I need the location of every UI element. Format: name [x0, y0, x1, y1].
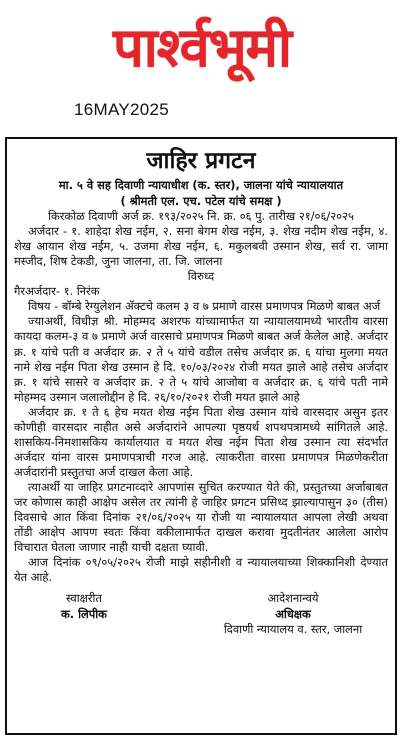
clerk-title: क. लिपीक — [61, 606, 107, 621]
signature-right — [198, 591, 388, 637]
signature-block — [14, 591, 388, 637]
paragraph-3: त्याअर्थी या जाहिर प्रगटनाव्दारे आपणांस सुचित करण्यात येते की, प्रस्तुतच्या अर्जाबाबत जर कोणास काही आक्षेप असेल तर त्यांनी हे जाहिर प्रगटन प्रसिध्द झाल्यापासुन ३० (तीस) दिवसाचे आत किंवा दिनांक २१/०६/२०२५ या रोजी या न्यायालयात आपला लेखी अथवा तोंडी आक्षेप आपण स्वतः किंवा वकीलामार्फत दाखल करावा मुदतीनंतर आलेला आरोप विचारात घेतला जाणार नाही याची दक्षता घ्यावी. — [14, 479, 388, 555]
paragraph-4: आज दिनांक ०९/०५/२०२५ रोजी माझे सहीनीशी व न्यायालयाच्या शिक्कानिशी देण्यात येत आहे. — [14, 555, 388, 585]
versus-label: विरुध्द — [187, 269, 215, 284]
by-order-label: आदेशनान्वये — [267, 591, 319, 606]
public-notice — [5, 137, 397, 735]
signed-label: स्वाक्षरीत — [66, 591, 102, 606]
respondent: गैरअर्जदार- १. निरंक — [14, 284, 100, 299]
court-office: दिवाणी न्यायालय व. स्तर, जालना — [223, 622, 363, 637]
superintendent-title: अधिक्षक — [275, 606, 311, 621]
judge-name: ( श्रीमती एल. एच. पटेल यांचे समक्ष ) — [120, 193, 282, 208]
edition-date: 16MAY2025 — [74, 100, 170, 119]
paragraph-1: ज्याअर्थी, विधीज्ञ श्री. मोहम्मद अशरफ यांच्यामार्फत या न्यायालयामध्ये भारतीय वारसा कायदा कलम-३ व ७ प्रमाणे अर्ज वारसाचे प्रमाणपत्र मिळणे बाबत अर्ज केलेल आहे. अर्जदार क्र. १ यांचे पती व अर्जदार क्र. २ ते ५ यांचे वडील तसेच अर्जदार क्र. ६ यांचा मुलगा मयत नामे शेख नईम पिता शेख उस्मान हे दि. १०/०३/२०२४ रोजी मयत झाले आहे तसेच अर्जदार क्र. १ यांचे सासरे व अर्जदार क्र. २ ते ५ यांचे आजोबा व अर्जदार क्र. ६ यांचे पती नामे मोहम्मद उस्मान जलालोद्दीन हे दि. २६/१०/२०२१ रोजी मयत झाले आहे — [14, 314, 388, 404]
notice-title: जाहिर प्रगटन — [146, 148, 256, 174]
case-number: किरकोळ दिवाणी अर्ज क्र. १९३/२०२५ नि. क्र. ०६ पु. तारीख २१/०६/२०२५ — [48, 209, 354, 224]
applicants: अर्जदार - १. शाहेदा शेख नईम, २. सना बेगम शेख नईम, ३. शेख नदीम शेख नईम, ४. शेख आयान शेख नईम, ५. उजमा शेख नईम, ६. मकुलबवी उस्मान शेख, सर्व रा. जामा मस्जीद, शिष टेकडी, जुना जालना, ता. जि. जालना — [14, 224, 388, 269]
court-name: मा. ५ वे सह दिवाणी न्यायाधीश (क. स्तर), जालना यांचे न्यायालयात — [58, 178, 344, 193]
newspaper-logo: पार्श्वभूमी — [113, 16, 291, 79]
paragraph-2: अर्जदार क्र. १ ते ६ हेच मयत शेख नईम पिता शेख उस्मान यांचे वारसदार असुन इतर कोणीही वारसदार नाहीत असे अर्जदारांने आपल्या पृष्ठयर्थ शपथपत्रामध्ये सांगितले आहे. शासकिय-निमशासकिय कार्यालयात व मयत शेख नईम पिता शेख उस्मान त्या संदर्भात अर्जदार यांना वारस प्रमाणपत्राची गरज आहे. त्याकरीता वारसा प्रमाणपत्र मिळणेकरीता अर्जदारांनी प्रस्तुतचा अर्ज दाखल केला आहे. — [14, 404, 388, 479]
newspaper-masthead — [0, 0, 404, 96]
subject: विषय - बॉम्बे रेग्युलेशन ॲक्टचे कलम ३ व ७ प्रमाणे वारस प्रमाणपत्र मिळणे बाबत अर्ज — [28, 299, 381, 314]
signature-left — [14, 591, 144, 637]
